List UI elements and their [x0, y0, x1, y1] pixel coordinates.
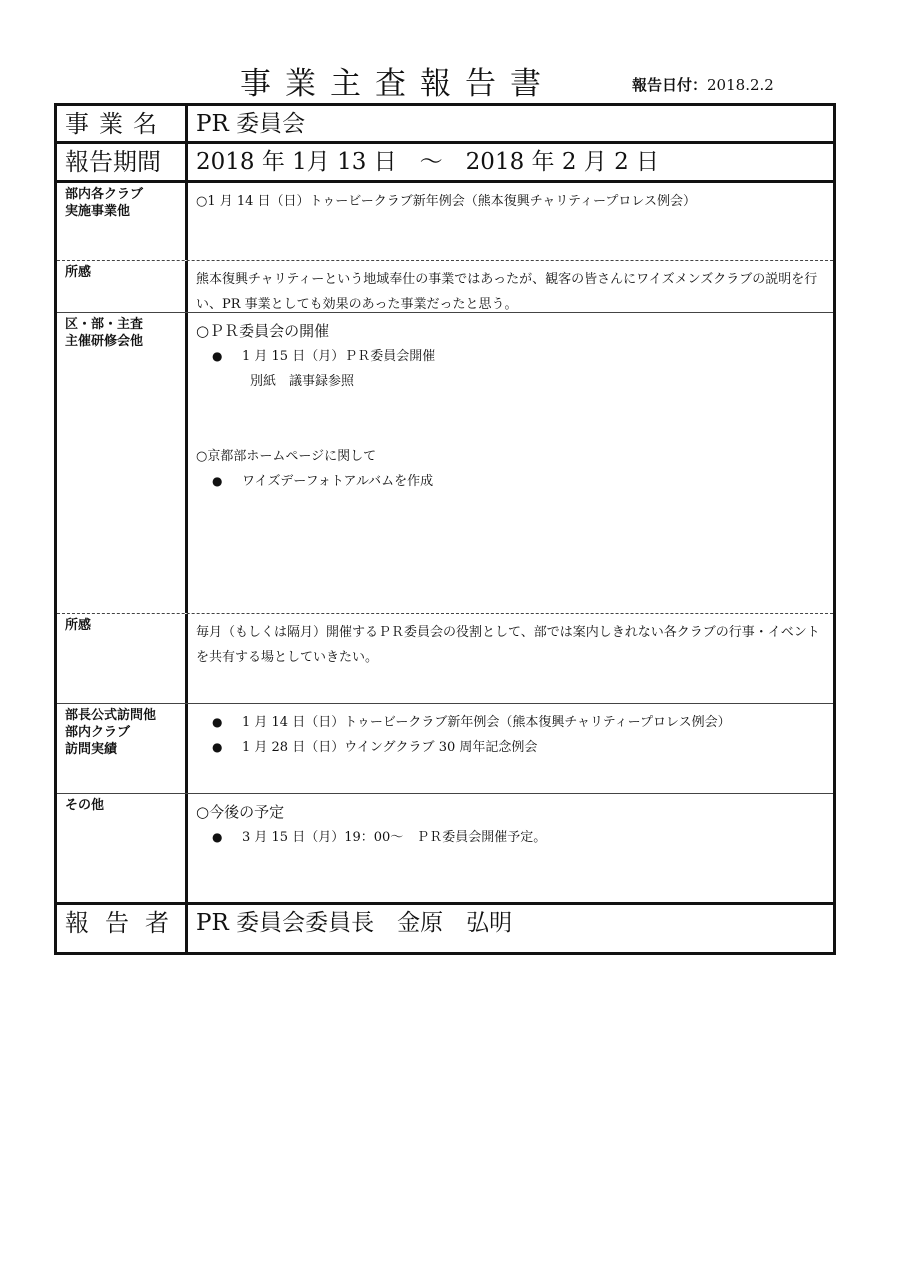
row-district-events: [57, 313, 833, 614]
photo-album-bullet: ● ワイズデーフォトアルバムを作成: [196, 469, 825, 494]
other-label: その他: [57, 794, 188, 902]
row-visits: [57, 704, 833, 794]
minutes-note: 別紙 議事録参照: [250, 374, 355, 389]
period-label: 報告期間: [57, 144, 188, 180]
reporter-label: 報告者: [57, 905, 188, 952]
club-events-label: 部内各クラブ 実施事業他: [57, 183, 188, 260]
list-item: ● 3 月 15 日（月）19：00～ ＰＲ委員会開催予定。: [196, 825, 825, 850]
district-events-content: [188, 313, 833, 613]
project-name-value: PR 委員会: [196, 111, 306, 137]
list-item: ● 1 月 28 日（日）ウイングクラブ 30 周年記念例会: [196, 735, 825, 760]
report-table: [54, 103, 836, 955]
row-period: [57, 144, 833, 183]
impression-2-label: 所感: [57, 614, 188, 703]
row-club-events: [57, 183, 833, 261]
list-item: ● 1 月 14 日（日）トゥービークラブ新年例会（熊本復興チャリティープロレス例会）: [196, 710, 825, 735]
document-title: 事業主査報告書: [240, 66, 555, 102]
impression-2-text: 毎月（もしくは隔月）開催するＰＲ委員会の役割として、部では案内しきれない各クラブの行事・イベントを共有する場としていきたい。: [196, 625, 820, 665]
period-value: 2018 年 1月 13 日 ～ 2018 年 2 月 2 日: [196, 149, 660, 175]
impression-1-label: 所感: [57, 261, 188, 312]
impression-1-text: 熊本復興チャリティーという地域奉仕の事業ではあったが、観客の皆さんにワイズメンズクラブの説明を行い、PR 事業としても効果のあった事業だったと思う。: [196, 272, 818, 312]
club-events-content: [188, 183, 833, 260]
report-date: [632, 74, 774, 95]
row-impression-2: [57, 614, 833, 704]
list-item: ○1 月 14 日（日）トゥービークラブ新年例会（熊本復興チャリティープロレス例会）: [196, 194, 696, 209]
project-name-label: 事業名: [57, 106, 188, 141]
report-date-value: 2018.2.2: [707, 76, 774, 94]
district-events-label: 区・部・主査 主催研修会他: [57, 313, 188, 613]
pr-meeting-heading: ○ＰＲ委員会の開催: [196, 322, 330, 340]
row-impression-1: [57, 261, 833, 313]
row-other: [57, 794, 833, 905]
row-reporter: [57, 905, 833, 952]
visits-content: [188, 704, 833, 793]
pr-meeting-bullet: ● 1 月 15 日（月）ＰＲ委員会開催: [196, 344, 825, 369]
visits-label: 部長公式訪問他 部内クラブ 訪問実績: [57, 704, 188, 793]
future-plan-heading: ○今後の予定: [196, 803, 285, 821]
report-date-label: 報告日付：: [632, 76, 708, 94]
reporter-value: PR 委員会委員長 金原 弘明: [196, 910, 513, 936]
other-content: [188, 794, 833, 902]
row-project-name: [57, 106, 833, 144]
homepage-heading: ○京都部ホームページに関して: [196, 449, 377, 464]
